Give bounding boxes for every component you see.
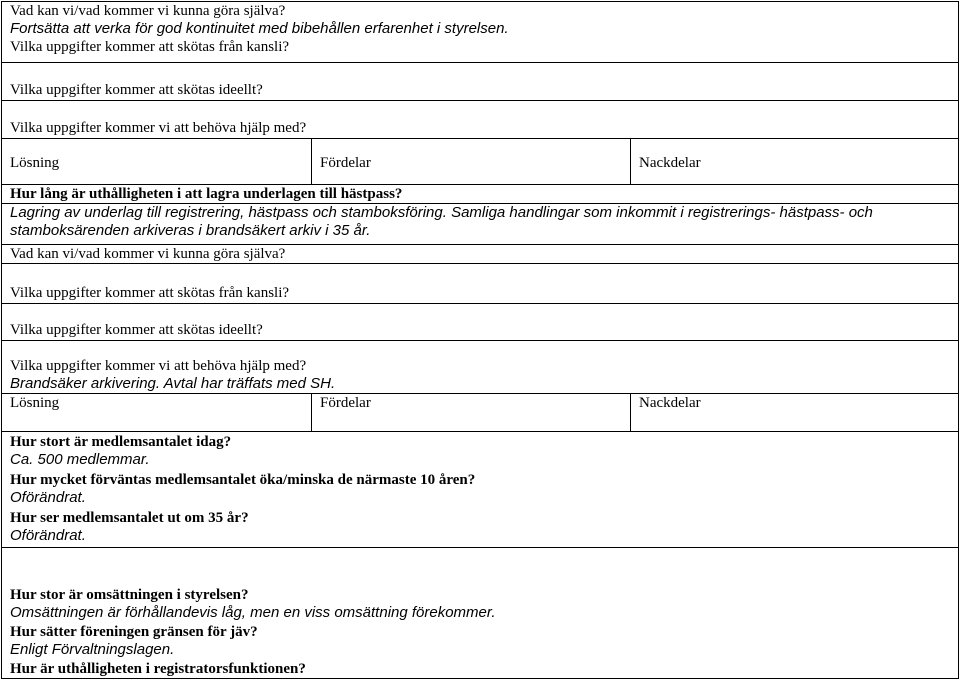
answer: Brandsäker arkivering. Avtal har träffats med SH. bbox=[10, 375, 336, 392]
section2-q1-cell bbox=[2, 245, 959, 264]
section2-solution-header-row bbox=[2, 394, 959, 432]
question: Vilka uppgifter kommer vi att behöva hjälp med? bbox=[10, 358, 307, 374]
question: Vilka uppgifter kommer att skötas ideellt? bbox=[10, 82, 263, 98]
section1-hjalp-cell bbox=[2, 101, 959, 139]
answer: Ca. 500 medlemmar. bbox=[10, 451, 150, 468]
question: Hur är uthålligheten i registratorsfunktionen? bbox=[10, 661, 306, 677]
section2-q1-row bbox=[2, 245, 959, 264]
fordelar-header: Fördelar bbox=[312, 139, 631, 185]
question: Hur mycket förväntas medlemsantalet öka/minska de närmaste 10 åren? bbox=[10, 472, 476, 488]
section4-row bbox=[2, 548, 959, 679]
section1-ideellt-cell bbox=[2, 63, 959, 101]
section2-kansli-row bbox=[2, 264, 959, 304]
section2-ideellt-row bbox=[2, 304, 959, 341]
section1-solution-header-row bbox=[2, 139, 959, 185]
section2-answer-cell bbox=[2, 204, 959, 245]
question: Hur sätter föreningen gränsen för jäv? bbox=[10, 624, 258, 640]
losning-header: Lösning bbox=[2, 139, 312, 185]
section1-hjalp-row bbox=[2, 101, 959, 139]
question: Hur ser medlemsantalet ut om 35 år? bbox=[10, 510, 249, 526]
section2-kansli-cell bbox=[2, 264, 959, 304]
question: Vad kan vi/vad kommer vi kunna göra själva? bbox=[10, 246, 286, 262]
section-title: Hur lång är uthålligheten i att lagra underlagen till hästpass? bbox=[10, 186, 403, 202]
section2-title-row bbox=[2, 185, 959, 204]
section3-row bbox=[2, 432, 959, 548]
section2-hjalp-row bbox=[2, 341, 959, 394]
section3-cell bbox=[2, 432, 959, 548]
section2-ideellt-cell bbox=[2, 304, 959, 341]
fordelar-header: Fördelar bbox=[312, 394, 631, 432]
section1-ideellt-row bbox=[2, 63, 959, 101]
section1-intro-cell bbox=[2, 2, 959, 63]
question: Vilka uppgifter kommer att skötas från kansli? bbox=[10, 285, 290, 301]
question: Hur stort är medlemsantalet idag? bbox=[10, 434, 232, 450]
losning-header: Lösning bbox=[2, 394, 312, 432]
answer: Omsättningen är förhållandevis låg, men en viss omsättning förekommer. bbox=[10, 604, 496, 621]
nackdelar-header: Nackdelar bbox=[631, 394, 959, 432]
section1-intro-row bbox=[2, 2, 959, 63]
question: Vilka uppgifter kommer att skötas ideellt? bbox=[10, 322, 263, 338]
question: Vilka uppgifter kommer vi att behöva hjälp med? bbox=[10, 120, 307, 136]
question: Vad kan vi/vad kommer vi kunna göra själva? bbox=[10, 3, 286, 19]
document-table bbox=[1, 1, 959, 679]
answer: Enligt Förvaltningslagen. bbox=[10, 641, 175, 658]
answer: Oförändrat. bbox=[10, 489, 86, 506]
answer: Lagring av underlag till registrering, hästpass och stamboksföring. Samliga handlingar som inkommit i registrerings- hästpass- och stamboksärenden arkiveras i brandsäkert arkiv i 35 år. bbox=[10, 204, 873, 239]
section4-cell bbox=[2, 548, 959, 679]
section2-title-cell bbox=[2, 185, 959, 204]
section2-hjalp-cell bbox=[2, 341, 959, 394]
nackdelar-header: Nackdelar bbox=[631, 139, 959, 185]
question: Hur stor är omsättningen i styrelsen? bbox=[10, 587, 249, 603]
answer: Oförändrat. bbox=[10, 527, 86, 544]
question: Vilka uppgifter kommer att skötas från kansli? bbox=[10, 39, 290, 55]
answer: Fortsätta att verka för god kontinuitet med bibehållen erfarenhet i styrelsen. bbox=[10, 20, 509, 37]
section2-answer-row bbox=[2, 204, 959, 245]
